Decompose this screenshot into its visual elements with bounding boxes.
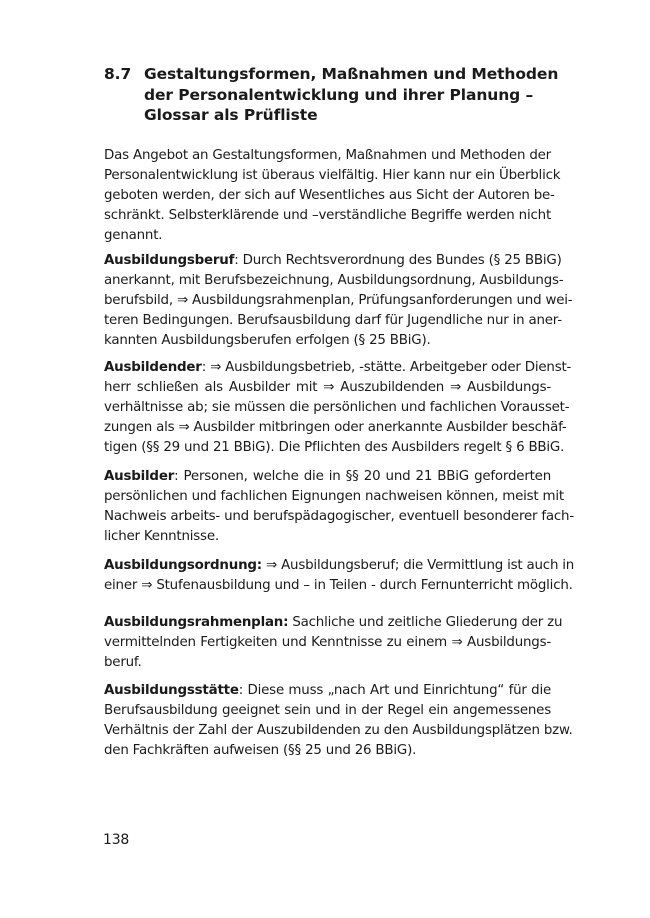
text-line: licher Kenntnisse. [104, 529, 219, 544]
glossary-term: Ausbildungsrahmenplan: [104, 615, 289, 630]
text-line: persönlichen und fachlichen Eignungen nachweisen können, meist mit [104, 489, 564, 504]
text-line: genannt. [104, 228, 163, 243]
glossary-entry-ausbilder [104, 467, 574, 547]
glossary-term: Ausbildungsordnung: [104, 558, 262, 573]
glossary-term: Ausbildungsberuf [104, 253, 235, 268]
glossary-entry-ausbildungsrahmenplan [104, 613, 563, 673]
entry-first-line [104, 681, 551, 701]
glossary-term: Ausbildender [104, 360, 202, 375]
glossary-term: Ausbildungsstätte [104, 683, 239, 698]
text-line: einer ⇒ Stufenausbildung und – in Teilen - durch Fernunterricht möglich. [104, 578, 573, 593]
entry-text: : ⇒ Ausbildungsbetrieb, -stätte. Arbeitgeber oder Dienst- [201, 360, 572, 375]
section-number: 8.7 [104, 65, 132, 83]
text-line: kannten Ausbildungsberufen erfolgen (§ 25 BBiG). [104, 333, 431, 348]
text-line: herr schließen als Ausbilder mit ⇒ Auszubildenden ⇒ Ausbildungs- [104, 380, 551, 395]
glossary-entry-ausbildender [104, 358, 572, 458]
entry-first-line [104, 556, 575, 576]
section-title [144, 64, 558, 126]
page-number: 138 [103, 832, 130, 848]
intro-paragraph [104, 146, 561, 246]
section-title-line: Glossar als Prüfliste [144, 106, 318, 124]
glossary-entry-ausbildungsordnung [104, 556, 575, 596]
text-line: Nachweis arbeits- und berufspädagogischer, eventuell besonderer fach- [104, 509, 574, 524]
entry-text: : Diese muss „nach Art und Einrichtung“ für die [238, 683, 551, 698]
text-line: den Fachkräften aufweisen (§§ 25 und 26 BBiG). [104, 743, 417, 758]
entry-text: Sachliche und zeitliche Gliederung der zu [288, 615, 563, 630]
glossary-entry-ausbildungsberuf [104, 251, 573, 351]
section-title-line: Gestaltungsformen, Maßnahmen und Methoden [144, 65, 559, 83]
glossary-term: Ausbilder [104, 469, 175, 484]
section-heading [104, 64, 559, 126]
entry-first-line [104, 467, 551, 487]
glossary-entry-ausbildungsstaette [104, 681, 573, 761]
text-line: teren Bedingungen. Berufsausbildung darf für Jugendliche nur in aner- [104, 313, 562, 328]
section-title-line: der Personalentwicklung und ihrer Planung – [144, 85, 534, 104]
text-line: vermittelnden Fertigkeiten und Kenntnisse zu einem ⇒ Ausbildungs- [104, 635, 551, 650]
text-line: Verhältnis der Zahl der Auszubildenden zu den Ausbildungsplätzen bzw. [104, 723, 573, 738]
text-line: verhältnisse ab; sie müssen die persönlichen und fachlichen Vorausset- [104, 400, 570, 415]
entry-first-line [104, 251, 562, 271]
entry-first-line [104, 613, 563, 633]
entry-text: : Durch Rechtsverordnung des Bundes (§ 25 BBiG) [234, 253, 562, 268]
text-line: Personalentwicklung ist überaus vielfältig. Hier kann nur ein Überblick [104, 168, 561, 183]
text-line: berufsbild, ⇒ Ausbildungsrahmenplan, Prüfungsanforderungen und wei- [104, 293, 573, 308]
text-line: tigen (§§ 29 und 21 BBiG). Die Pflichten des Ausbilders regelt § 6 BBiG. [104, 440, 565, 455]
text-line: Das Angebot an Gestaltungsformen, Maßnahmen und Methoden der [104, 148, 551, 163]
entry-text: ⇒ Ausbildungsberuf; die Vermittlung ist auch in [261, 558, 575, 573]
entry-first-line [104, 358, 572, 378]
text-line: anerkannt, mit Berufsbezeichnung, Ausbildungsordnung, Ausbildungs- [104, 273, 564, 288]
text-line: zungen als ⇒ Ausbilder mitbringen oder anerkannte Ausbilder beschäf- [104, 420, 567, 435]
text-line: geboten werden, der sich auf Wesentliches aus Sicht der Autoren be- [104, 188, 555, 203]
entry-text: : Personen, welche die in §§ 20 und 21 BBiG geforderten [174, 469, 551, 484]
text-line: beruf. [104, 655, 142, 670]
text-line: Berufsausbildung geeignet sein und in der Regel ein angemessenes [104, 703, 551, 718]
text-line: schränkt. Selbsterklärende und –verständliche Begriffe werden nicht [104, 208, 551, 223]
